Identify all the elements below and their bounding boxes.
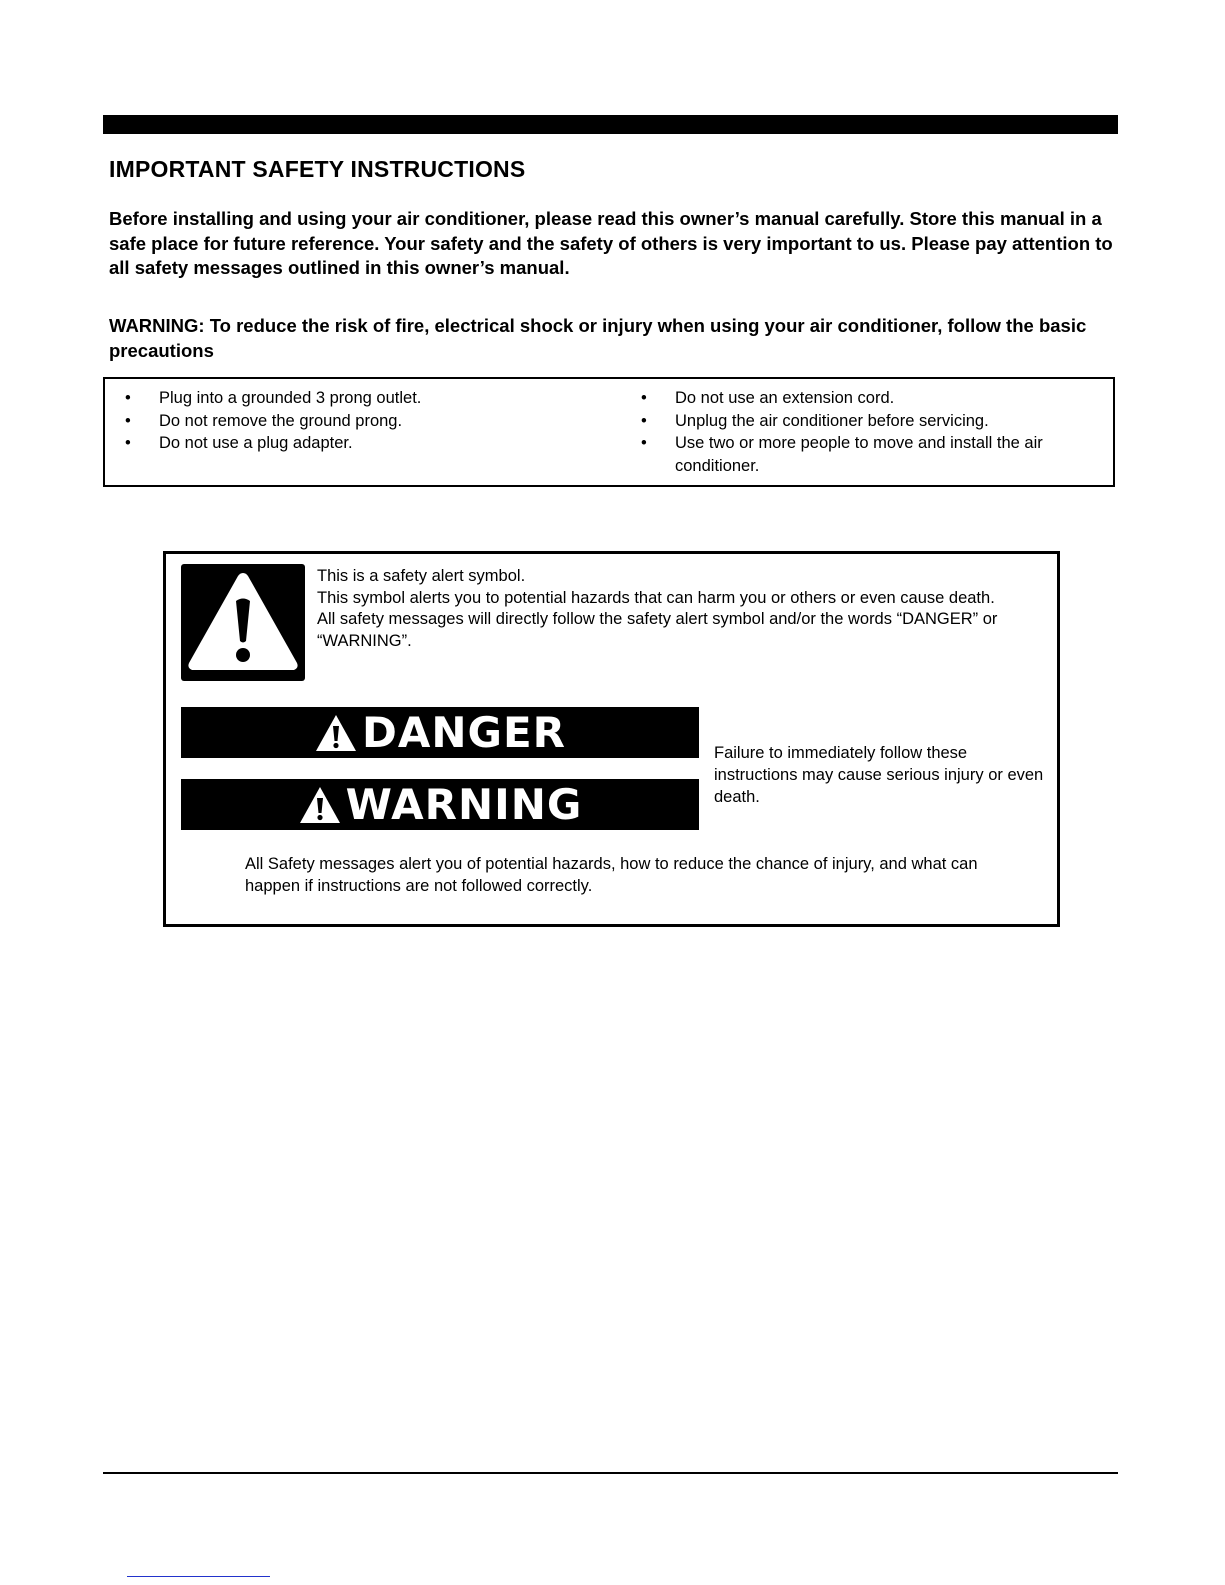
list-item	[621, 410, 1111, 433]
alert-line: This is a safety alert symbol.	[317, 567, 526, 585]
intro-paragraph: Before installing and using your air conditioner, please read this owner’s manual carefully. Store this manual in a safe place for future reference. Your safety and the safety of others is very important to us. Please pay attention to all safety messages outlined in this owner’s manual.	[109, 208, 1113, 278]
bullet-icon: •	[641, 411, 647, 430]
bullet-icon: •	[641, 389, 647, 407]
list-item-text: Unplug the air conditioner before servicing.	[675, 411, 989, 430]
footer-rule	[103, 1472, 1118, 1474]
list-item-text: Do not remove the ground prong.	[159, 411, 403, 430]
footer-link-underline	[127, 1576, 270, 1577]
safety-alert-box	[163, 551, 1060, 927]
page-title: IMPORTANT SAFETY INSTRUCTIONS	[109, 156, 526, 182]
all-safety-text: All Safety messages alert you of potential hazards, how to reduce the chance of injury, and what can happen if instructions are not followed correctly.	[245, 855, 978, 895]
precautions-box	[103, 377, 1115, 487]
list-item	[105, 432, 605, 455]
list-item-text: Use two or more people to move and install the air conditioner.	[675, 434, 1043, 476]
precautions-right-list	[621, 387, 1111, 478]
bullet-icon: •	[641, 434, 647, 453]
header-bar	[103, 115, 1118, 134]
bullet-icon: •	[125, 411, 131, 430]
list-item-text: Plug into a grounded 3 prong outlet.	[159, 389, 422, 407]
list-item	[105, 387, 605, 410]
warning-label: WARNING	[345, 780, 583, 829]
list-item	[621, 432, 1111, 477]
bullet-icon: •	[125, 389, 131, 407]
warning-banner	[181, 779, 699, 830]
warning-triangle-icon	[314, 713, 358, 753]
alert-line: All safety messages will directly follow the safety alert symbol and/or the words “DANGER” or “WARNING”.	[317, 610, 998, 650]
alert-line: This symbol alerts you to potential hazards that can harm you or others or even cause death.	[317, 588, 995, 607]
alert-description	[317, 566, 1037, 652]
list-item	[621, 387, 1111, 410]
failure-text: Failure to immediately follow these instructions may cause serious injury or even death.	[714, 744, 1044, 806]
list-item-text: Do not use an extension cord.	[675, 389, 895, 407]
bullet-icon: •	[125, 434, 131, 453]
list-item-text: Do not use a plug adapter.	[159, 434, 353, 453]
safety-alert-triangle-icon	[181, 564, 305, 681]
danger-banner	[181, 707, 699, 758]
warning-triangle-icon	[298, 785, 342, 825]
danger-label: DANGER	[361, 708, 567, 757]
warning-paragraph: WARNING: To reduce the risk of fire, electrical shock or injury when using your air conditioner, follow the basic precautions	[109, 315, 1087, 361]
precautions-left-list	[105, 387, 605, 455]
list-item	[105, 410, 605, 433]
